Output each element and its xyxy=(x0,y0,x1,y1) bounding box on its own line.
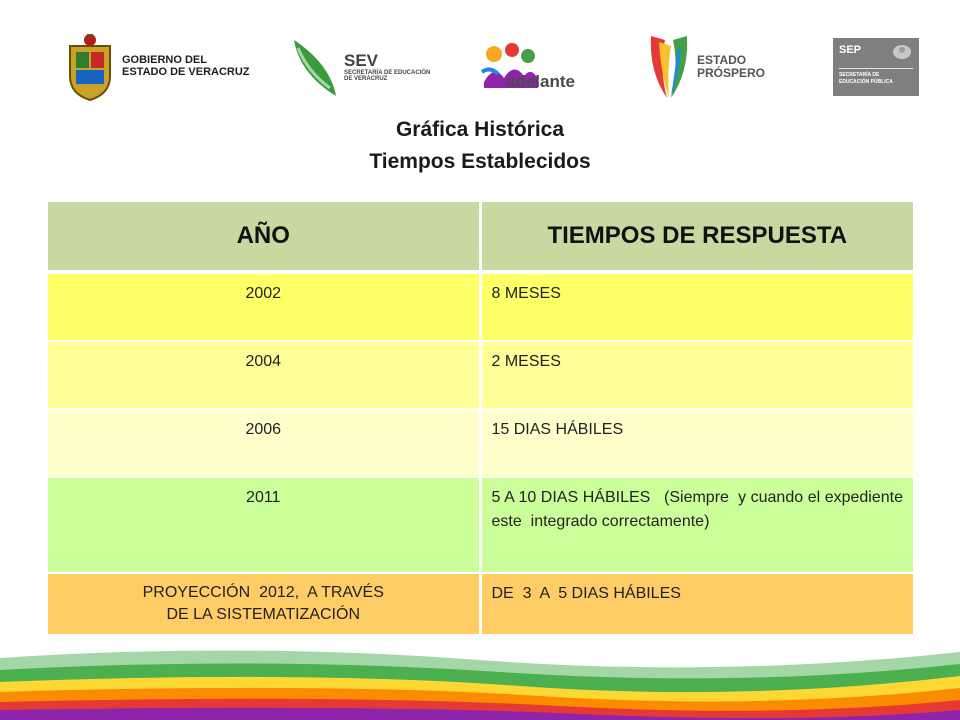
adelante-text: adelante xyxy=(506,72,575,91)
sev-leaf-icon xyxy=(290,34,342,100)
projection-line2: DE LA SISTEMATIZACIÓN xyxy=(166,606,360,623)
prospero-line1: ESTADO xyxy=(697,53,747,68)
sep-line2: EDUCACIÓN PÚBLICA xyxy=(839,78,893,85)
response-times-table xyxy=(48,202,913,636)
mexico-eagle-icon xyxy=(891,42,913,60)
sev-logo xyxy=(290,28,430,106)
table-row xyxy=(48,573,913,635)
estado-prospero-logo xyxy=(645,28,765,106)
year-cell: 2002 xyxy=(48,272,480,341)
time-cell: 15 DIAS HÁBILES xyxy=(480,409,913,477)
table-header-row xyxy=(48,202,913,272)
table-row xyxy=(48,341,913,409)
projection-line1: PROYECCIÓN 2012, A TRAVÉS xyxy=(142,584,384,601)
title-line1: Gráfica Histórica xyxy=(395,118,565,141)
table-row xyxy=(48,409,913,477)
projection-cell xyxy=(48,573,480,635)
veracruz-coat-of-arms-icon xyxy=(62,32,118,102)
title-line2: Tiempos Establecidos xyxy=(369,150,591,173)
time-note: (Siempre y cuando el expediente este integrado correctamente) xyxy=(491,489,912,530)
sev-acronym: SEV xyxy=(344,50,379,70)
decorative-wave xyxy=(0,630,960,720)
year-cell: 2006 xyxy=(48,409,480,477)
prospero-line2: PRÓSPERO xyxy=(697,66,766,80)
year-cell: 2011 xyxy=(48,477,480,573)
time-cell: 2 MESES xyxy=(480,341,913,409)
sep-line1: SECRETARÍA DE xyxy=(839,72,880,78)
veracruz-logo xyxy=(62,28,250,106)
veracruz-line1: GOBIERNO DEL xyxy=(122,54,207,67)
time-cell: 8 MESES xyxy=(480,272,913,341)
logo-bar xyxy=(0,28,960,106)
sev-line2: DE VERACRUZ xyxy=(344,75,388,82)
table-row xyxy=(48,477,913,573)
time-text: 5 A 10 DIAS HÁBILES xyxy=(491,489,651,506)
sep-logo xyxy=(833,38,919,96)
adelante-logo xyxy=(480,28,592,106)
header-year: AÑO xyxy=(48,202,480,272)
veracruz-line2: ESTADO DE VERACRUZ xyxy=(122,66,250,78)
page-title xyxy=(330,114,630,178)
time-cell xyxy=(480,477,913,573)
header-response-time: TIEMPOS DE RESPUESTA xyxy=(480,202,913,272)
year-cell: 2004 xyxy=(48,341,480,409)
time-cell: DE 3 A 5 DIAS HÁBILES xyxy=(480,573,913,635)
sev-line1: SECRETARÍA DE EDUCACIÓN xyxy=(344,69,431,76)
prospero-v-icon xyxy=(645,32,693,102)
table-row xyxy=(48,272,913,341)
sep-acronym: SEP xyxy=(839,44,862,56)
